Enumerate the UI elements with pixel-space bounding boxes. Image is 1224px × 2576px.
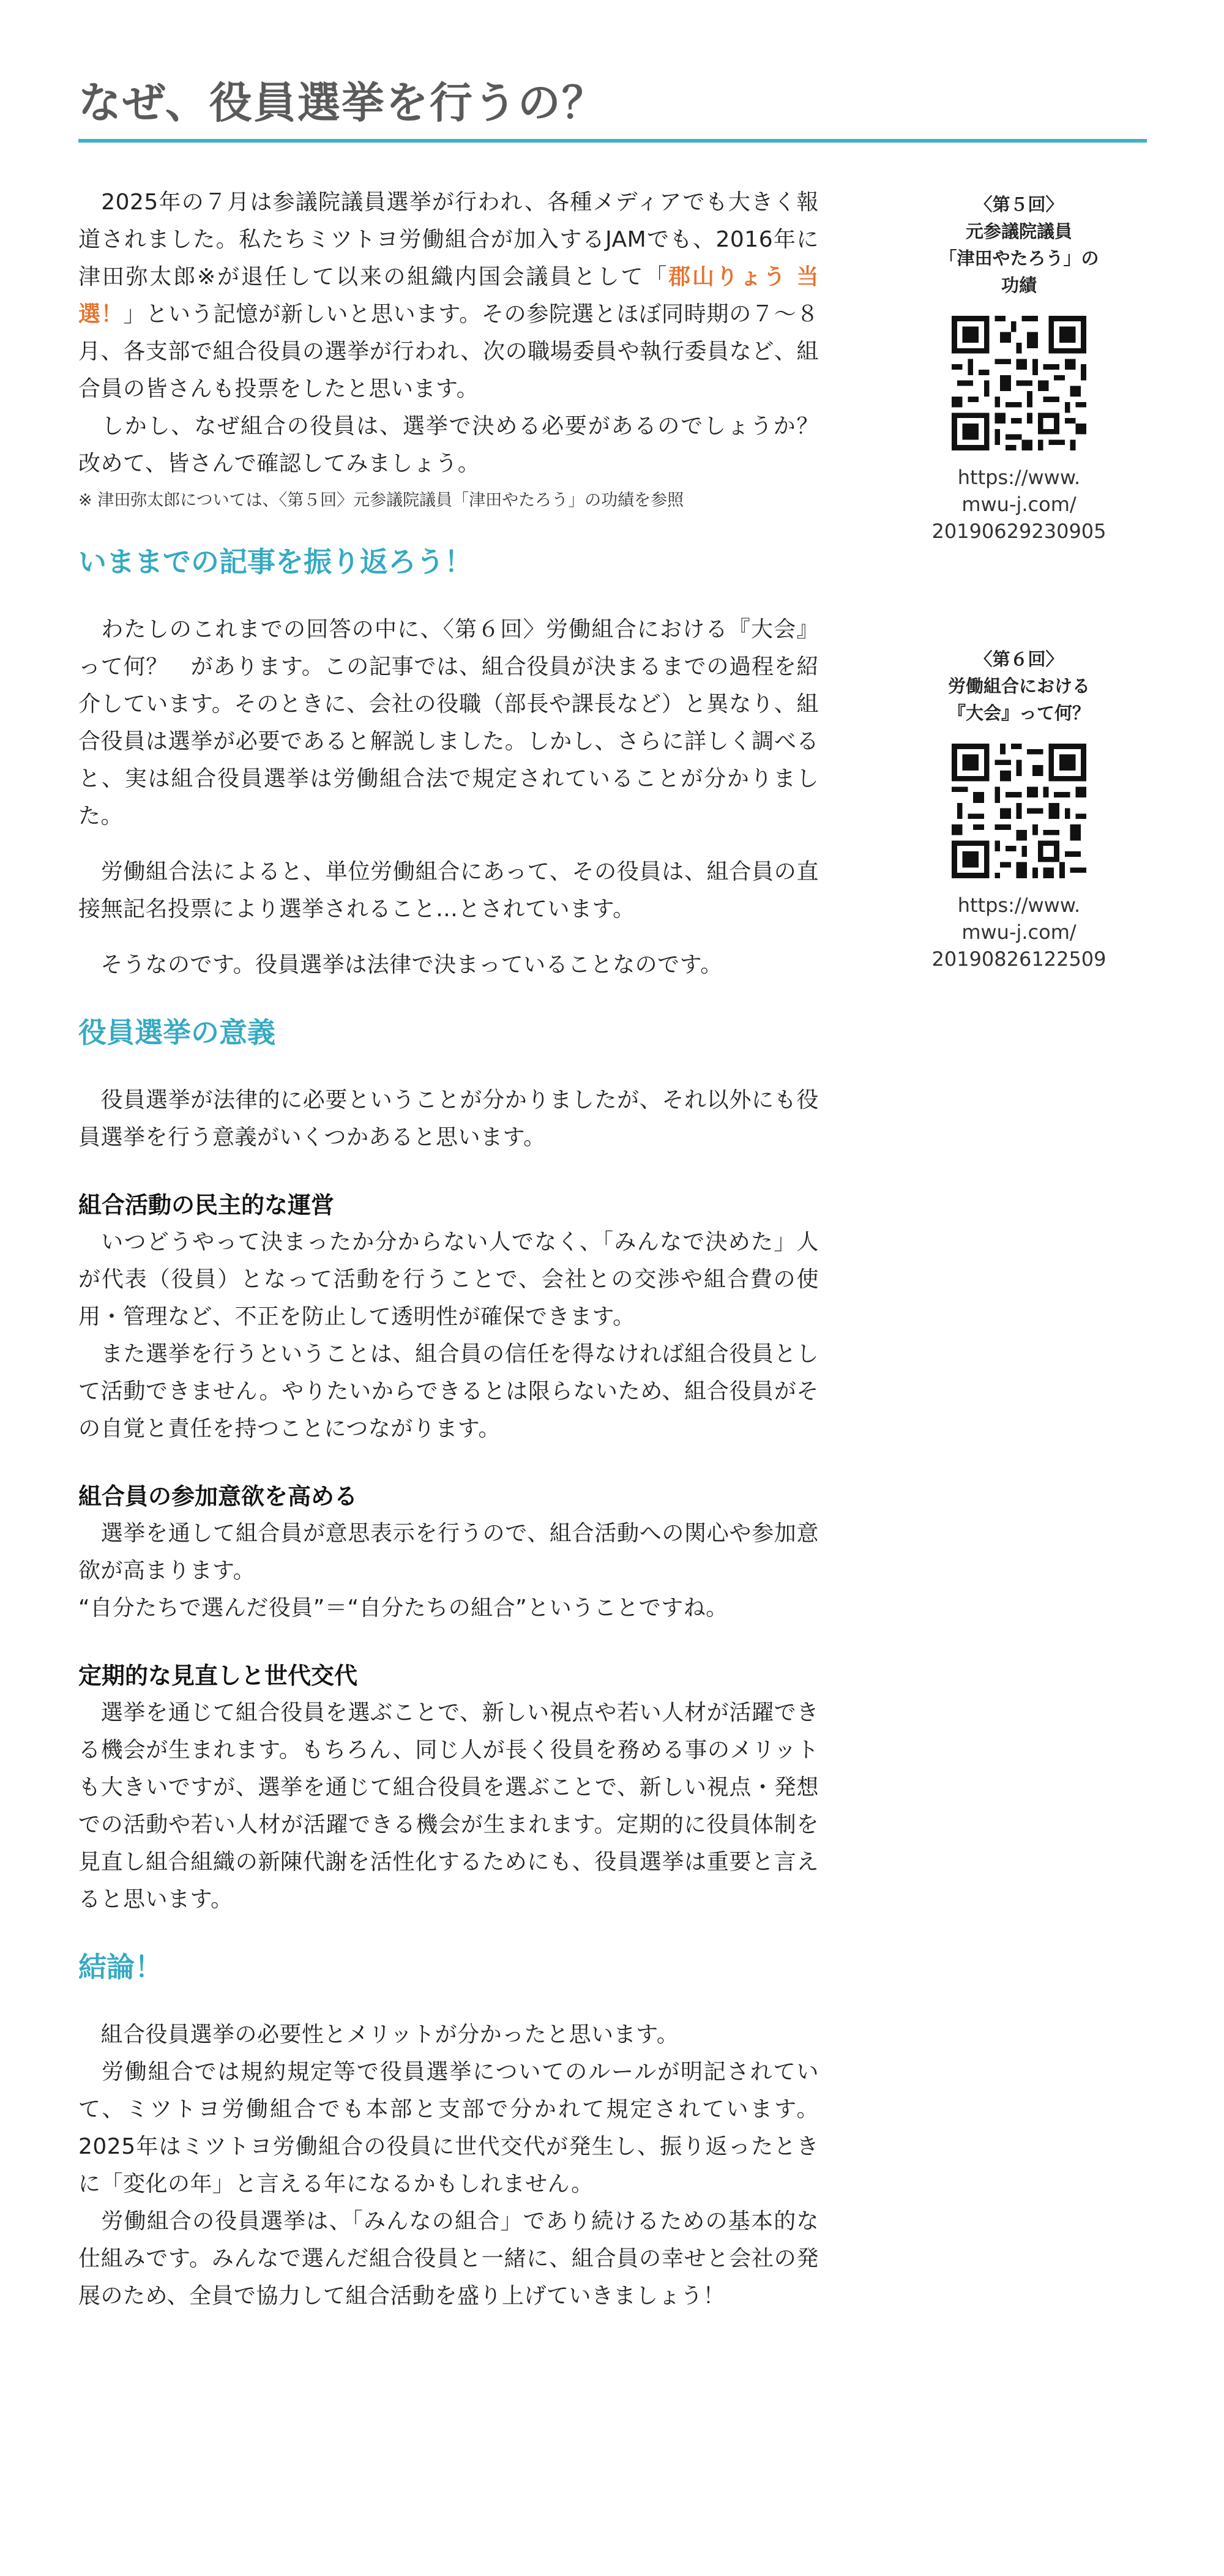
card-5-title-line-4: 功績 — [1001, 275, 1037, 296]
card-5-title-line-2: 元参議院議員 — [965, 221, 1072, 242]
qr-code-icon[interactable] — [952, 316, 1086, 450]
review-paragraph-3-text: そうなのです。役員選挙は法律で決まっていることなのです。 — [100, 952, 723, 977]
card-6-title-line-3: 『大会』って何？ — [947, 703, 1090, 723]
conclusion-paragraph-3-text: 労働組合の役員選挙は、「みんなの組合」であり続けるための基本的な仕組みです。みんなで選んだ組合役員と一緒に、組合員の幸せと会社の発展のため、全員で協力して組合活動を盛り上げていきましょう！ — [78, 2209, 819, 2309]
card-5-title-line-1: 〈第５回〉 — [974, 194, 1064, 215]
qr-code-icon[interactable] — [952, 744, 1086, 878]
generation-paragraph-1 — [78, 1694, 819, 1918]
election-highlight: 郡山りょう 当選！ — [78, 264, 819, 327]
card-5-url-line-2[interactable]: mwu-j.com/ — [961, 493, 1077, 516]
subheading-generation: 定期的な見直しと世代交代 — [78, 1662, 358, 1689]
card-6-url-line-1[interactable]: https://www. — [957, 894, 1081, 917]
review-paragraph-3 — [78, 946, 819, 984]
subheading-democratic: 組合活動の民主的な運営 — [78, 1192, 335, 1219]
participation-paragraph-1-text: 選挙を通して組合員が意思表示を行うので、組合活動への関心や参加意欲が高まります。 — [78, 1521, 819, 1583]
related-article-card-5[interactable] — [900, 191, 1138, 545]
democratic-paragraph-1 — [78, 1223, 819, 1335]
participation-paragraph-2: “自分たちで選んだ役員”＝“自分たちの組合”ということですね。 — [78, 1596, 728, 1621]
card-5-title-line-3: 「津田やたろう」の — [939, 248, 1099, 269]
card-6-title-line-1: 〈第６回〉 — [974, 649, 1064, 670]
title-divider — [78, 139, 1147, 143]
conclusion-paragraph-2 — [78, 2053, 819, 2203]
section-heading-conclusion: 結論！ — [78, 1951, 163, 1984]
intro-paragraph-2-text: しかし、なぜ組合の役員は、選挙で決める必要があるのでしょうか？ 改めて、皆さんで確認してみましょう。 — [78, 414, 842, 476]
article-body — [78, 184, 842, 2315]
conclusion-paragraph-1-text: 組合役員選挙の必要性とメリットが分かったと思います。 — [100, 2022, 679, 2047]
conclusion-paragraph-3 — [78, 2203, 819, 2315]
card-6-url-line-2[interactable]: mwu-j.com/ — [961, 920, 1077, 944]
significance-intro-text: 役員選挙が法律的に必要ということが分かりましたが、それ以外にも役員選挙を行う意義がいくつかあると思います。 — [78, 1088, 819, 1150]
section-heading-review: いままでの記事を振り返ろう！ — [78, 545, 472, 578]
participation-paragraph-1 — [78, 1515, 819, 1589]
intro-text-before: 2025年の７月は参議院議員選挙が行われ、各種メディアでも大きく報道されました。私たちミツトヨ労働組合が加入するJAMでも、2016年に津田弥太郎※が退任して以来の組織内国会議員として「 — [78, 190, 819, 289]
subheading-participation: 組合員の参加意欲を高める — [78, 1483, 358, 1510]
review-paragraph-1-text: わたしのこれまでの回答の中に、〈第６回〉労働組合における『大会』って何？ があります。この記事では、組合役員が決まるまでの過程を紹介しています。そのときに、会社の役職（部長や課長など）と異なり、組合役員は選挙が必要であると解説しました。しかし、さらに詳しく調べると、実は組合役員選挙は労働組合法で規定されていることが分かりました。 — [78, 617, 819, 829]
review-paragraph-2-text: 労働組合法によると、単位労働組合にあって、その役員は、組合員の直接無記名投票により選挙されること…とされています。 — [78, 859, 819, 922]
democratic-paragraph-2-text: また選挙を行うということは、組合員の信任を得なければ組合役員として活動できません。やりたいからできるとは限らないため、組合役員がその自覚と責任を持つことにつながります。 — [78, 1342, 819, 1441]
democratic-paragraph-2 — [78, 1335, 819, 1447]
democratic-paragraph-1-text: いつどうやって決まったか分からない人でなく、「みんなで決めた」人が代表（役員）となって活動を行うことで、会社との交渉や組合費の使用・管理など、不正を防止して透明性が確保できます。 — [78, 1230, 819, 1329]
card-6-url-line-3[interactable]: 20190826122509 — [931, 947, 1106, 971]
intro-paragraph-2 — [78, 408, 842, 482]
card-5-url-line-3[interactable]: 20190629230905 — [931, 520, 1106, 543]
conclusion-paragraph-1 — [78, 2016, 819, 2053]
page-title: なぜ、役員選挙を行うの？ — [78, 78, 606, 128]
related-article-card-6[interactable] — [900, 646, 1138, 973]
section-heading-significance: 役員選挙の意義 — [78, 1016, 275, 1049]
intro-paragraph-1 — [78, 184, 819, 408]
review-paragraph-1 — [78, 611, 819, 835]
intro-text-after: 」という記憶が新しいと思います。その参院選とほぼ同時期の７～８月、各支部で組合役員の選挙が行われ、次の職場委員や執行委員など、組合員の皆さんも投票をしたと思います。 — [78, 302, 819, 401]
card-6-title-line-2: 労働組合における — [947, 676, 1090, 696]
conclusion-paragraph-2-text: 労働組合では規約規定等で役員選挙についてのルールが明記されていて、ミツトヨ労働組合でも本部と支部で分かれて規定されています。2025年はミツトヨ労働組合の役員に世代交代が発生し、振り返ったときに「変化の年」と言える年になるかもしれません。 — [78, 2059, 819, 2197]
card-5-url-line-1[interactable]: https://www. — [957, 466, 1081, 489]
footnote: ※ 津田弥太郎については、〈第５回〉元参議院議員「津田やたろう」の功績を参照 — [78, 491, 684, 510]
review-paragraph-2 — [78, 853, 819, 928]
significance-intro — [78, 1081, 819, 1156]
generation-paragraph-1-text: 選挙を通じて組合役員を選ぶことで、新しい視点や若い人材が活躍できる機会が生まれます。もちろん、同じ人が長く役員を務める事のメリットも大きいですが、選挙を通じて組合役員を選ぶことで、新しい視点・発想での活動や若い人材が活躍できる機会が生まれます。定期的に役員体制を見直し組合組織の新陳代謝を活性化するためにも、役員選挙は重要と言えると思います。 — [78, 1700, 819, 1912]
